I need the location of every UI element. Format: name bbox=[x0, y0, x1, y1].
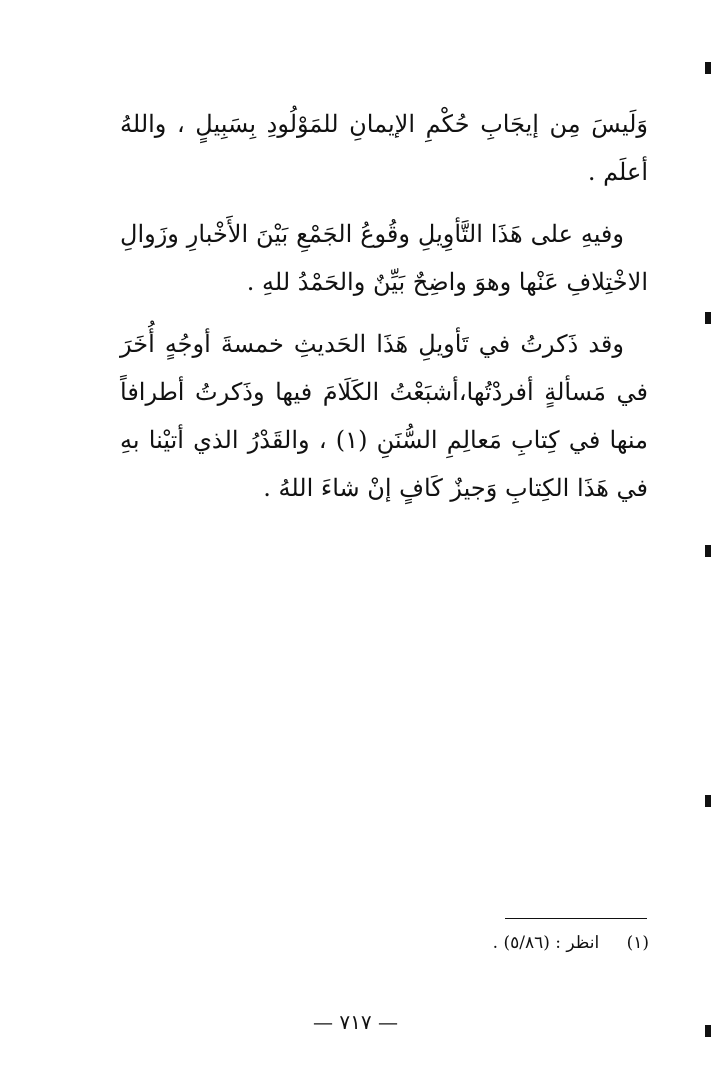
footnote bbox=[289, 930, 649, 956]
footnote-number: (١) bbox=[626, 933, 649, 953]
scan-edge-mark bbox=[705, 312, 711, 324]
page-number: — ٧١٧ — bbox=[313, 1010, 398, 1034]
paragraph-2: وفيهِ على هَذَا التَّأوِيلِ وقُوعُ الجَمْعِ بَيْنَ الأَخْبارِ وزَوالِ الاخْتِلافِ عَنْها وهوَ واضِحٌ بَيِّنٌ والحَمْدُ للهِ . bbox=[120, 220, 648, 296]
footnote-divider bbox=[505, 918, 647, 919]
main-text bbox=[120, 100, 648, 526]
footnote-text: انظر : (٥/٨٦) . bbox=[492, 933, 600, 953]
scan-edge-mark bbox=[705, 1025, 711, 1037]
scan-edge-mark bbox=[705, 62, 711, 74]
paragraph-3: وقد ذَكرتُ في تَأويلِ هَذَا الحَديثِ خمسةَ أوجُهٍ أُخَرَ في مَسألةٍ أفردْتُها،أشبَعْتُ الكَلَامَ فيها وذَكرتُ أطرافاً منها في كِتابِ مَعالِمِ السُّنَنِ (١) ، والقَدْرُ الذي أتيْنا بهِ في هَذَا الكِتابِ وَجيزٌ كَافٍ إنْ شاءَ اللهُ . bbox=[120, 330, 648, 502]
scan-edge-mark bbox=[705, 545, 711, 557]
scan-edge-mark bbox=[705, 795, 711, 807]
paragraph-1: وَلَيسَ مِن إيجَابِ حُكْمِ الإيمانِ للمَوْلُودِ بِسَبِيلٍ ، واللهُ أعلَم . bbox=[120, 110, 648, 186]
